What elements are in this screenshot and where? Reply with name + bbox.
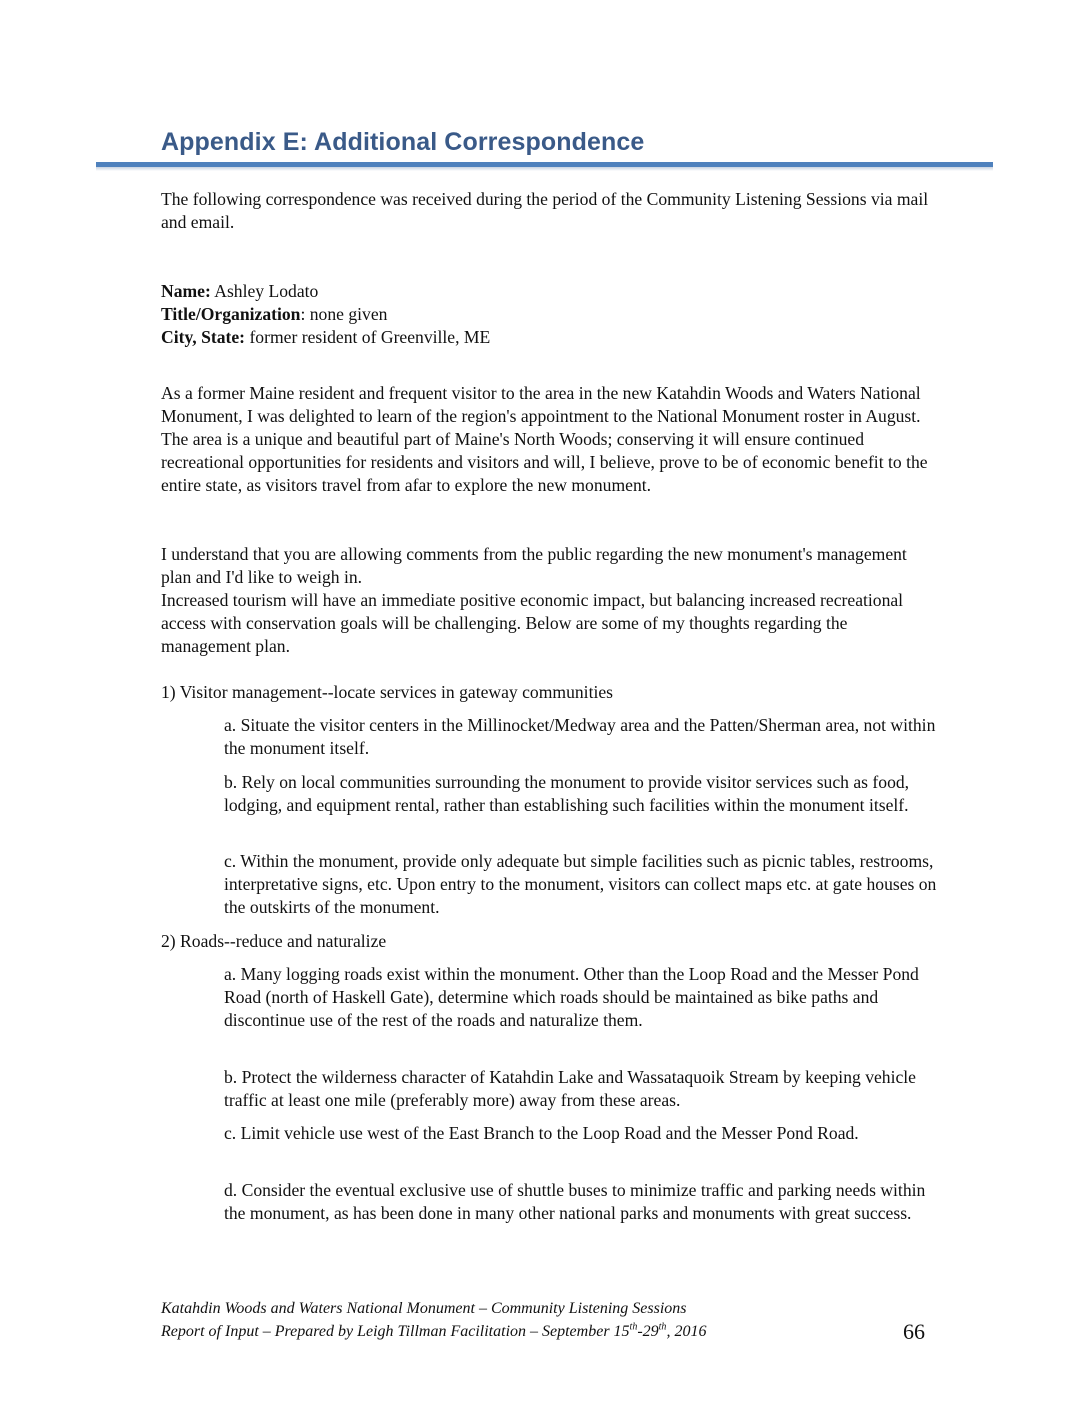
- section-2-item-c: c. Limit vehicle use west of the East Branch to the Loop Road and the Messer Pond Road.: [224, 1123, 859, 1143]
- city-label: City, State:: [161, 327, 246, 347]
- name-line: [161, 280, 941, 303]
- title-line: [161, 303, 941, 326]
- section-2-title: 2) Roads--reduce and naturalize: [161, 931, 387, 951]
- section-2-item-a: a. Many logging roads exist within the monument. Other than the Loop Road and the Messer Pond Road (north of Haskell Gate), determine which roads should be maintained as bike paths and discontinue use of the rest of the roads and naturalize them.: [224, 964, 919, 1030]
- paragraph-1: As a former Maine resident and frequent visitor to the area in the new Katahdin Woods and Waters National Monument, I was delighted to learn of the region's appointment to the National Monument roster in August. The area is a unique and beautiful part of Maine's North Woods; conserving it will ensure continued recreational opportunities for residents and visitors and will, I believe, prove to be of economic benefit to the entire state, as visitors travel from afar to explore the new monument.: [161, 383, 928, 495]
- city-value: former resident of Greenville, ME: [245, 327, 491, 347]
- contact-block: [161, 280, 941, 349]
- paragraph-3: Increased tourism will have an immediate positive economic impact, but balancing increased recreational access with conservation goals will be challenging. Below are some of my thoughts regarding the management plan.: [161, 590, 904, 656]
- title-value: : none given: [300, 304, 388, 324]
- name-value: Ashley Lodato: [210, 281, 319, 301]
- footer-sup-1: th: [629, 1321, 638, 1333]
- heading-rule-shadow: [96, 167, 993, 171]
- footer-line-2: [161, 1320, 706, 1343]
- footer-line-2-suffix: , 2016: [666, 1323, 707, 1340]
- section-1-item-b: b. Rely on local communities surrounding the monument to provide visitor services such as food, lodging, and equipment rental, rather than establishing such facilities within the monument itself.: [224, 772, 910, 815]
- name-label: Name:: [161, 281, 211, 301]
- footer-line-1: Katahdin Woods and Waters National Monument – Community Listening Sessions: [161, 1300, 687, 1317]
- footer-line-2-mid: -29: [637, 1323, 659, 1340]
- section-1-title: 1) Visitor management--locate services in gateway communities: [161, 682, 613, 702]
- section-2-item-b: b. Protect the wilderness character of Katahdin Lake and Wassataquoik Stream by keeping vehicle traffic at least one mile (preferably more) away from these areas.: [224, 1067, 916, 1110]
- section-1-item-c: c. Within the monument, provide only adequate but simple facilities such as picnic tables, restrooms, interpretative signs, etc. Upon entry to the monument, visitors can collect maps etc. at gate houses on the outskirts of the monument.: [224, 851, 937, 917]
- paragraph-2: I understand that you are allowing comments from the public regarding the new monument's management plan and I'd like to weigh in.: [161, 544, 907, 587]
- appendix-heading: Appendix E: Additional Correspondence: [161, 128, 645, 156]
- page-number: 66: [903, 1319, 925, 1344]
- city-line: [161, 326, 941, 349]
- footer-line-2-prefix: Report of Input – Prepared by Leigh Tillman Facilitation – September 15: [161, 1323, 630, 1340]
- title-label: Title/Organization: [161, 304, 301, 324]
- footer-sup-2: th: [658, 1321, 667, 1333]
- section-1-item-a: a. Situate the visitor centers in the Millinocket/Medway area and the Patten/Sherman area, not within the monument itself.: [224, 715, 936, 758]
- intro-paragraph: The following correspondence was received during the period of the Community Listening Sessions via mail and email.: [161, 189, 929, 232]
- section-2-item-d: d. Consider the eventual exclusive use of shuttle buses to minimize traffic and parking needs within the monument, as has been done in many other national parks and monuments with great success.: [224, 1180, 926, 1223]
